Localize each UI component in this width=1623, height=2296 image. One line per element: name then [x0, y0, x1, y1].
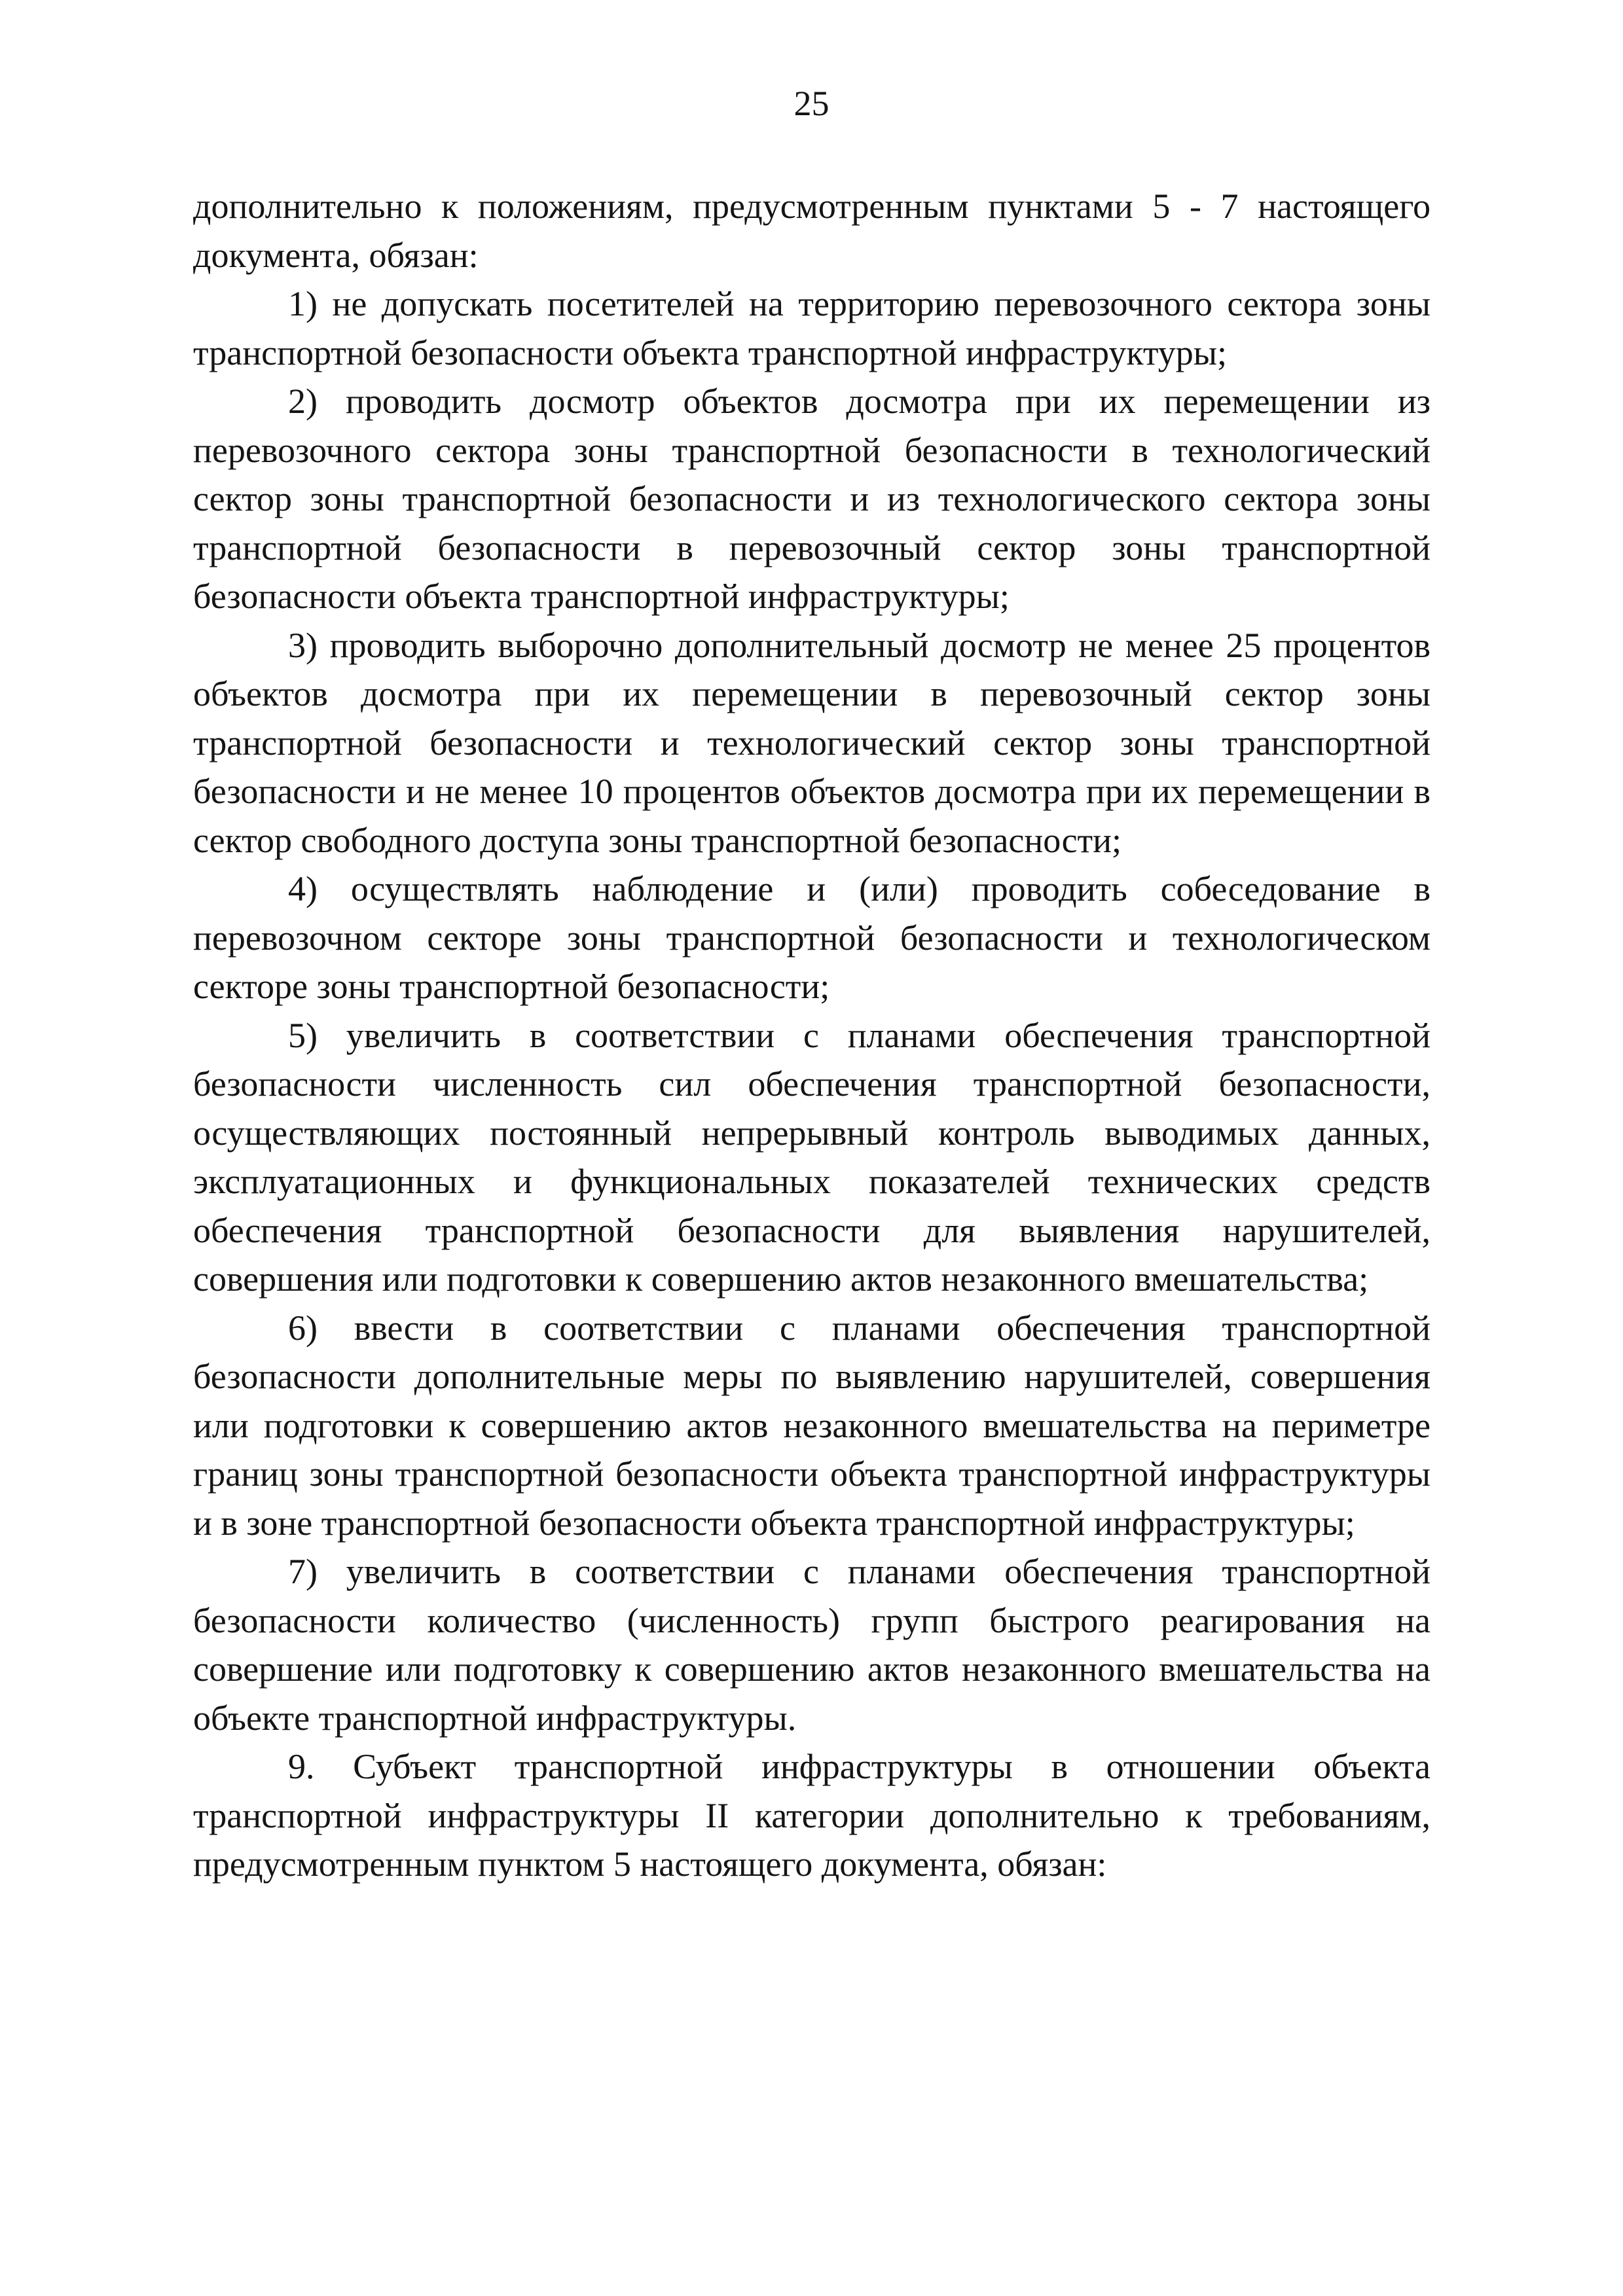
list-item-6: 6) ввести в соответствии с планами обеспечения транспортной безопасности дополнительные меры по выявлению нарушителей, совершения или подготовки к совершению актов незаконного вмешательства на периметре границ зоны транспортной безопасности объекта транспортной инфраструктуры и в зоне транспортной безопасности объекта транспортной инфраструктуры;: [193, 1308, 1431, 1543]
list-item-2: 2) проводить досмотр объектов досмотра при их перемещении из перевозочного сектора зоны транспортной безопасности в технологический сектор зоны транспортной безопасности и из технологического сектора зоны транспортной безопасности в перевозочный сектор зоны транспортной безопасности объекта транспортной инфраструктуры;: [193, 382, 1431, 616]
section-9-paragraph: 9. Субъект транспортной инфраструктуры в отношении объекта транспортной инфраструктуры II категории дополнительно к требованиям, предусмотренным пунктом 5 настоящего документа, обязан:: [193, 1747, 1431, 1884]
list-item-5: 5) увеличить в соответствии с планами обеспечения транспортной безопасности численность сил обеспечения транспортной безопасности, осуществляющих постоянный непрерывный контроль выводимых данных, эксплуатационных и функциональных показателей технических средств обеспечения транспортной безопасности для выявления нарушителей, совершения или подготовки к совершению актов незаконного вмешательства;: [193, 1015, 1431, 1299]
list-item-1: 1) не допускать посетителей на территорию перевозочного сектора зоны транспортной безопасности объекта транспортной инфраструктуры;: [193, 284, 1431, 372]
document-body: [193, 182, 1431, 1889]
paragraph-continuation: дополнительно к положениям, предусмотренным пунктами 5 - 7 настоящего документа, обязан:: [193, 187, 1431, 275]
list-item-4: 4) осуществлять наблюдение и (или) проводить собеседование в перевозочном секторе зоны транспортной безопасности и технологическом секторе зоны транспортной безопасности;: [193, 869, 1431, 1006]
list-item-3: 3) проводить выборочно дополнительный досмотр не менее 25 процентов объектов досмотра при их перемещении в перевозочный сектор зоны транспортной безопасности и технологический сектор зоны транспортной безопасности и не менее 10 процентов объектов досмотра при их перемещении в сектор свободного доступа зоны транспортной безопасности;: [193, 625, 1431, 860]
page-number: 25: [793, 84, 830, 123]
list-item-7: 7) увеличить в соответствии с планами обеспечения транспортной безопасности количество (численность) групп быстрого реагирования на совершение или подготовку к совершению актов незаконного вмешательства на объекте транспортной инфраструктуры.: [193, 1552, 1431, 1738]
